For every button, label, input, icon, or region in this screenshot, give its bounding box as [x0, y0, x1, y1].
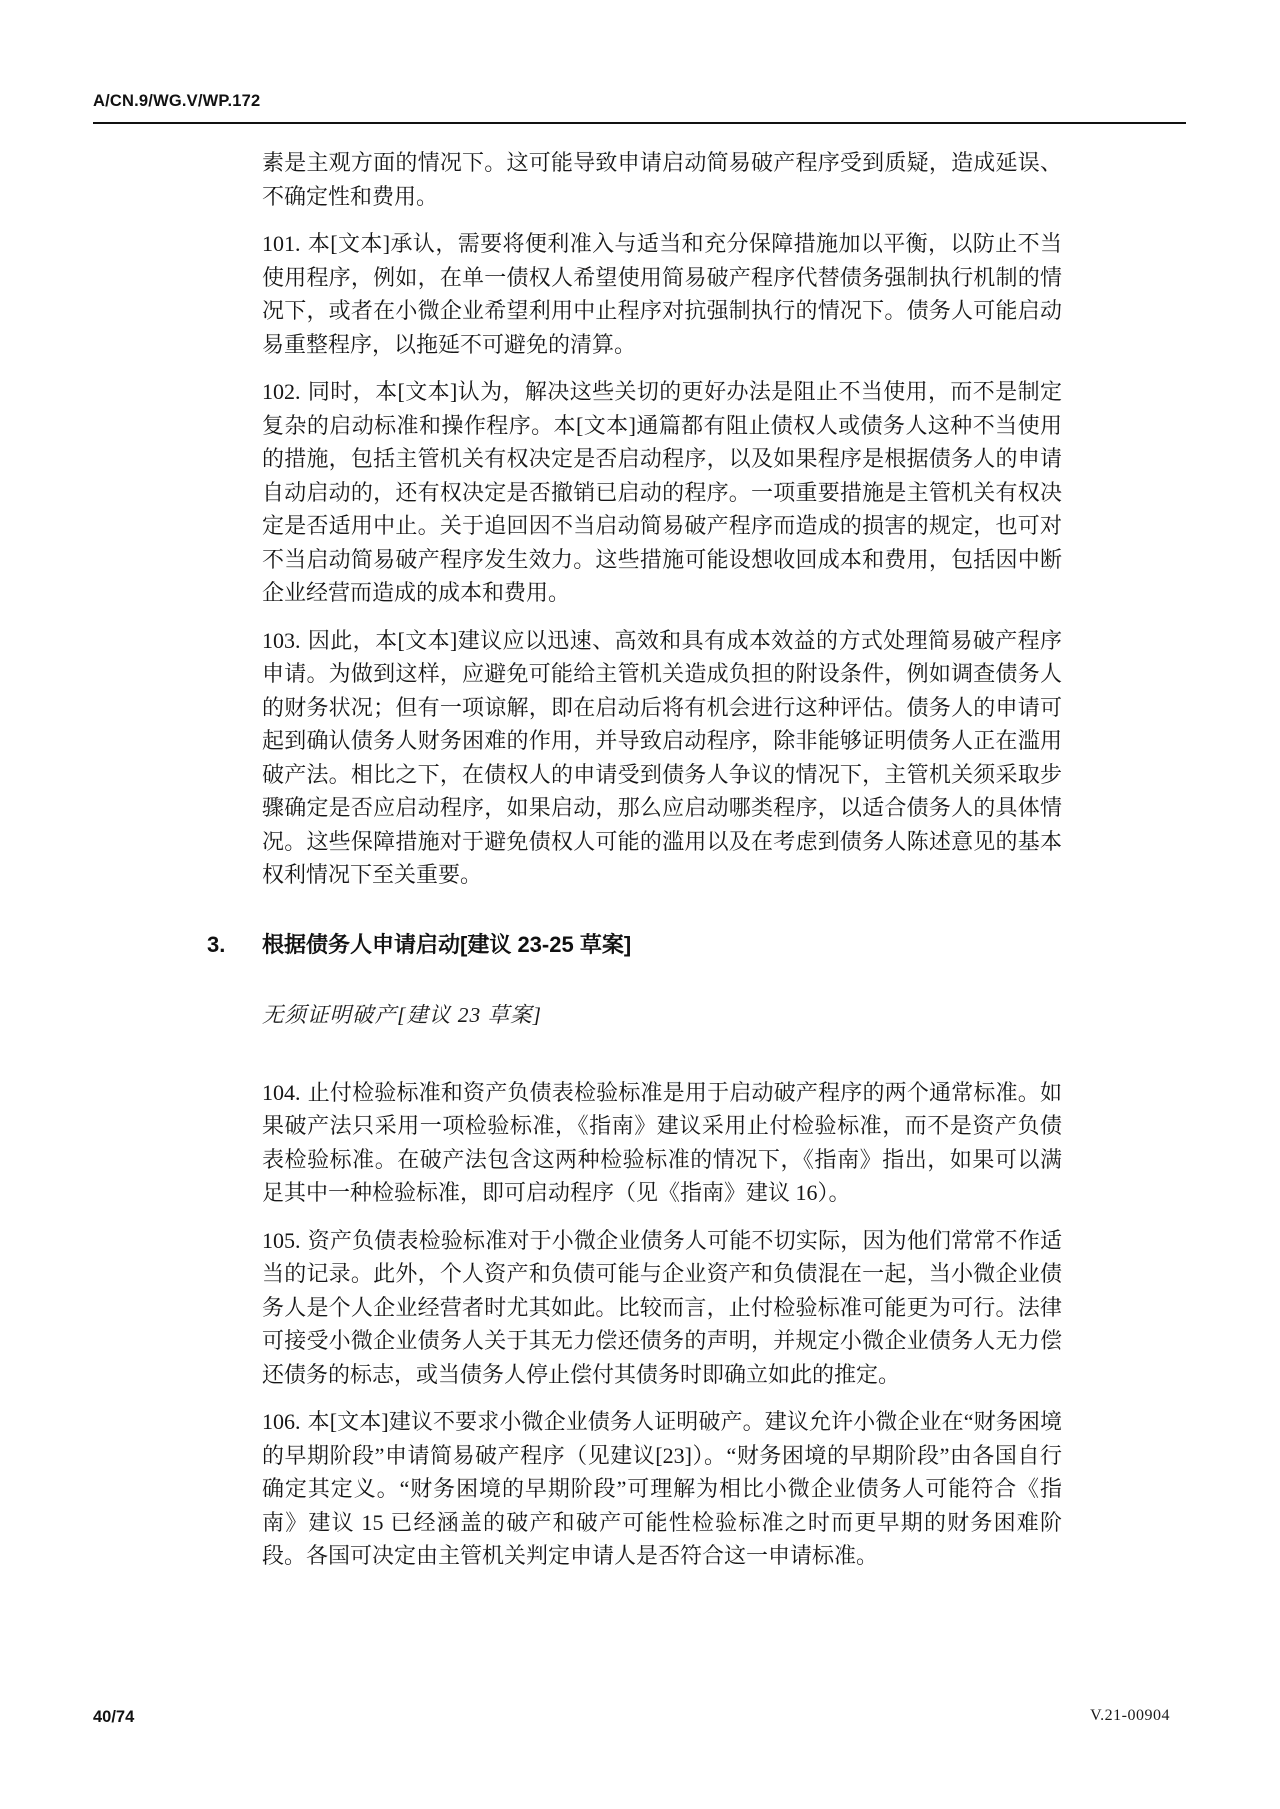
paragraph-104: [262, 1076, 1062, 1210]
document-symbol: A/CN.9/WG.V/WP.172: [93, 92, 261, 110]
paragraph-text: 同时，本[文本]认为，解决这些关切的更好办法是阻止不当使用，而不是制定复杂的启动标准和操作程序。本[文本]通篇都有阻止债权人或债务人这种不当使用的措施，包括主管机关有权决定是否启动程序，以及如果程序是根据债务人的申请自动启动的，还有权决定是否撤销已启动的程序。一项重要措施是主管机关有权决定是否适用中止。关于追回因不当启动简易破产程序而造成的损害的规定，也可对不当启动简易破产程序发生效力。这些措施可能设想收回成本和费用，包括因中断企业经营而造成的成本和费用。: [262, 379, 1062, 605]
section-heading: [207, 928, 1062, 961]
paragraph-106: [262, 1405, 1062, 1573]
section-heading-title: 根据债务人申请启动[建议 23-25 草案]: [262, 931, 632, 957]
paragraph-number: 106.: [262, 1409, 301, 1434]
paragraph-text: 止付检验标准和资产负债表检验标准是用于启动破产程序的两个通常标准。如果破产法只采用一项检验标准，《指南》建议采用止付检验标准，而不是资产负债表检验标准。在破产法包含这两种检验标准的情况下，《指南》指出，如果可以满足其中一种检验标准，即可启动程序（见《指南》建议 16）。: [262, 1079, 1062, 1205]
document-body: [207, 146, 1062, 1587]
page-number: 40/74: [93, 1708, 135, 1726]
document-id: V.21-00904: [1090, 1707, 1170, 1724]
paragraph-text: 因此，本[文本]建议应以迅速、高效和具有成本效益的方式处理简易破产程序申请。为做到这样，应避免可能给主管机关造成负担的附设条件，例如调查债务人的财务状况；但有一项谅解，即在启动后将有机会进行这种评估。债务人的申请可起到确认债务人财务困难的作用，并导致启动程序，除非能够证明债务人正在滥用破产法。相比之下，在债权人的申请受到债务人争议的情况下，主管机关须采取步骤确定是否应启动程序，如果启动，那么应启动哪类程序，以适合债务人的具体情况。这些保障措施对于避免债权人可能的滥用以及在考虑到债务人陈述意见的基本权利情况下至关重要。: [262, 627, 1062, 887]
paragraph-number: 105.: [262, 1227, 301, 1253]
paragraph-number: 102.: [262, 379, 301, 404]
paragraph-103: [262, 624, 1062, 892]
paragraph-105: [262, 1224, 1062, 1392]
paragraph-lead: [262, 146, 1062, 213]
paragraph-text: 本[文本]建议不要求小微企业债务人证明破产。建议允许小微企业在“财务困境的早期阶段”申请简易破产程序（见建议[23]）。“财务困境的早期阶段”由各国自行确定其定义。“财务困境的早期阶段”可理解为相比小微企业债务人可能符合《指南》建议 15 已经涵盖的破产和破产可能性检验标准之时而更早期的财务困难阶段。各国可决定由主管机关判定申请人是否符合这一申请标准。: [262, 1409, 1062, 1568]
paragraph-102: [262, 375, 1062, 610]
paragraph-number: 104.: [262, 1079, 301, 1105]
paragraph-number: 101.: [262, 231, 301, 256]
paragraph-number: 103.: [262, 627, 301, 653]
sub-heading: [262, 999, 1062, 1032]
document-header: [93, 92, 1186, 124]
paragraph-text: 本[文本]承认，需要将便利准入与适当和充分保障措施加以平衡，以防止不当使用程序，例如，在单一债权人希望使用简易破产程序代替债务强制执行机制的情况下，或者在小微企业希望利用中止程序对抗强制执行的情况下。债务人可能启动易重整程序，以拖延不可避免的清算。: [262, 231, 1062, 357]
paragraph-text: 资产负债表检验标准对于小微企业债务人可能不切实际，因为他们常常不作适当的记录。此外，个人资产和负债可能与企业资产和负债混在一起，当小微企业债务人是个人企业经营者时尤其如此。比较而言，止付检验标准可能更为可行。法律可接受小微企业债务人关于其无力偿还债务的声明，并规定小微企业债务人无力偿还债务的标志，或当债务人停止偿付其债务时即确立如此的推定。: [262, 1227, 1062, 1387]
section-heading-number: 3.: [207, 931, 226, 957]
paragraph-text: 素是主观方面的情况下。这可能导致申请启动简易破产程序受到质疑，造成延误、不确定性和费用。: [262, 150, 1062, 209]
sub-heading-text: 无须证明破产[建议 23 草案]: [262, 1002, 542, 1027]
paragraph-101: [262, 227, 1062, 361]
